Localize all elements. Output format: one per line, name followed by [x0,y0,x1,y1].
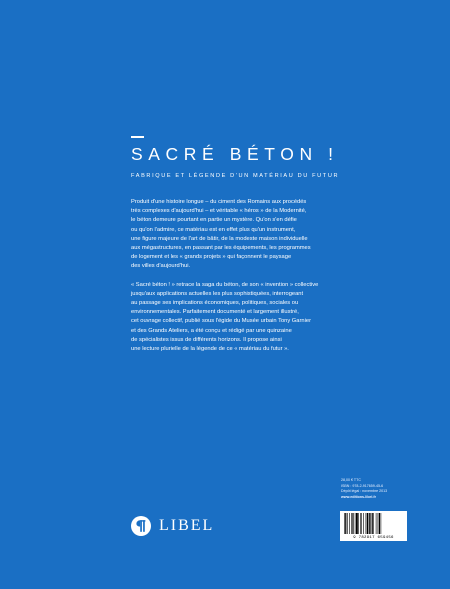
website-link[interactable]: www.editions-libel.fr [341,494,377,499]
blurb [131,198,361,354]
barcode-bar [378,513,379,534]
barcode-bar [349,513,350,534]
blurb-line: une figure majeure de l'art de bâtir, de la modeste maison individuelle [131,235,308,242]
book-info [341,478,387,500]
publisher-logo [131,515,214,537]
isbn: ISBN : 978-2-917659-45-6 [341,483,384,488]
barcode-bar [356,513,358,534]
barcode-bar [363,513,364,534]
blurb-line: une lecture plurielle de la légende de ce « matériau du futur ». [131,346,289,353]
barcode-bar [351,513,352,534]
barcode-bar [369,513,370,534]
barcode-bar [355,513,356,534]
blurb-line: le béton demeure pourtant en partie un mystère. Qu'on s'en défie [131,217,297,224]
barcode-bar [370,513,371,534]
blurb-line: environnementales. Parfaitement documenté et largement illustré, [131,309,299,316]
barcode-bar [360,513,361,534]
blurb-line: Produit d'une histoire longue – du ciment des Romains aux procédés [131,199,307,205]
barcode-bar [344,513,345,534]
blurb-line: ou qu'on l'admire, ce matériau est en effet plus qu'un instrument, [131,226,296,233]
libel-logo-icon [131,516,151,536]
blurb-line: très complexes d'aujourd'hui – et véritable « héros » de la Modernité, [131,208,307,215]
barcode-bar [367,513,368,534]
blurb-line: des villes d'aujourd'hui. [131,263,191,270]
blurb-line: de logement et les « grands projets » qui façonnent le paysage [131,254,292,261]
blurb-line: cet ouvrage collectif, publié sous l'égide du Musée urbain Tony Garnier [131,318,311,325]
barcode-bar [361,513,362,534]
book-subtitle: FABRIQUE ET LÉGENDE D'UN MATÉRIAU DU FUTUR [131,173,340,179]
barcode-bar [372,513,373,534]
title-rule [131,136,144,138]
barcode-digits: 9 782917 659456 [353,536,394,540]
barcode-bar [376,513,377,534]
barcode-bar [379,513,380,534]
blurb-line: aux mégastructures, en passant par les équipements, les programmes [131,245,311,252]
barcode-bar [381,513,382,534]
blurb-paragraph [131,198,361,272]
barcode-bar [366,513,367,534]
barcode-bar [358,513,359,534]
barcode-bar [373,513,374,534]
barcode [340,511,407,541]
barcode-bar [347,513,348,534]
barcode-bar [345,513,346,534]
blurb-line: jusqu'aux applications actuelles les plus sophistiquées, interrogeant [131,290,304,297]
legal-deposit: Dépôt légal : novembre 2013 [341,489,388,493]
barcode-bar [352,513,353,534]
blurb-paragraph [131,281,361,355]
publisher-name: LIBEL [159,517,215,534]
price: 28,00 € TTC [341,478,361,482]
book-title: SACRÉ BÉTON ! [131,144,339,164]
blurb-line: au passage ses implications économiques, politiques, sociales ou [131,300,299,307]
barcode-bars [344,513,403,534]
blurb-line: « Sacré béton ! » retrace la saga du béton, de son « invention » collective [131,281,319,288]
blurb-line: et des Grands Ateliers, a été conçu et rédigé par une quinzaine [131,327,292,334]
blurb-line: de spécialistes issus de différents horizons. Il propose ainsi [131,336,282,343]
